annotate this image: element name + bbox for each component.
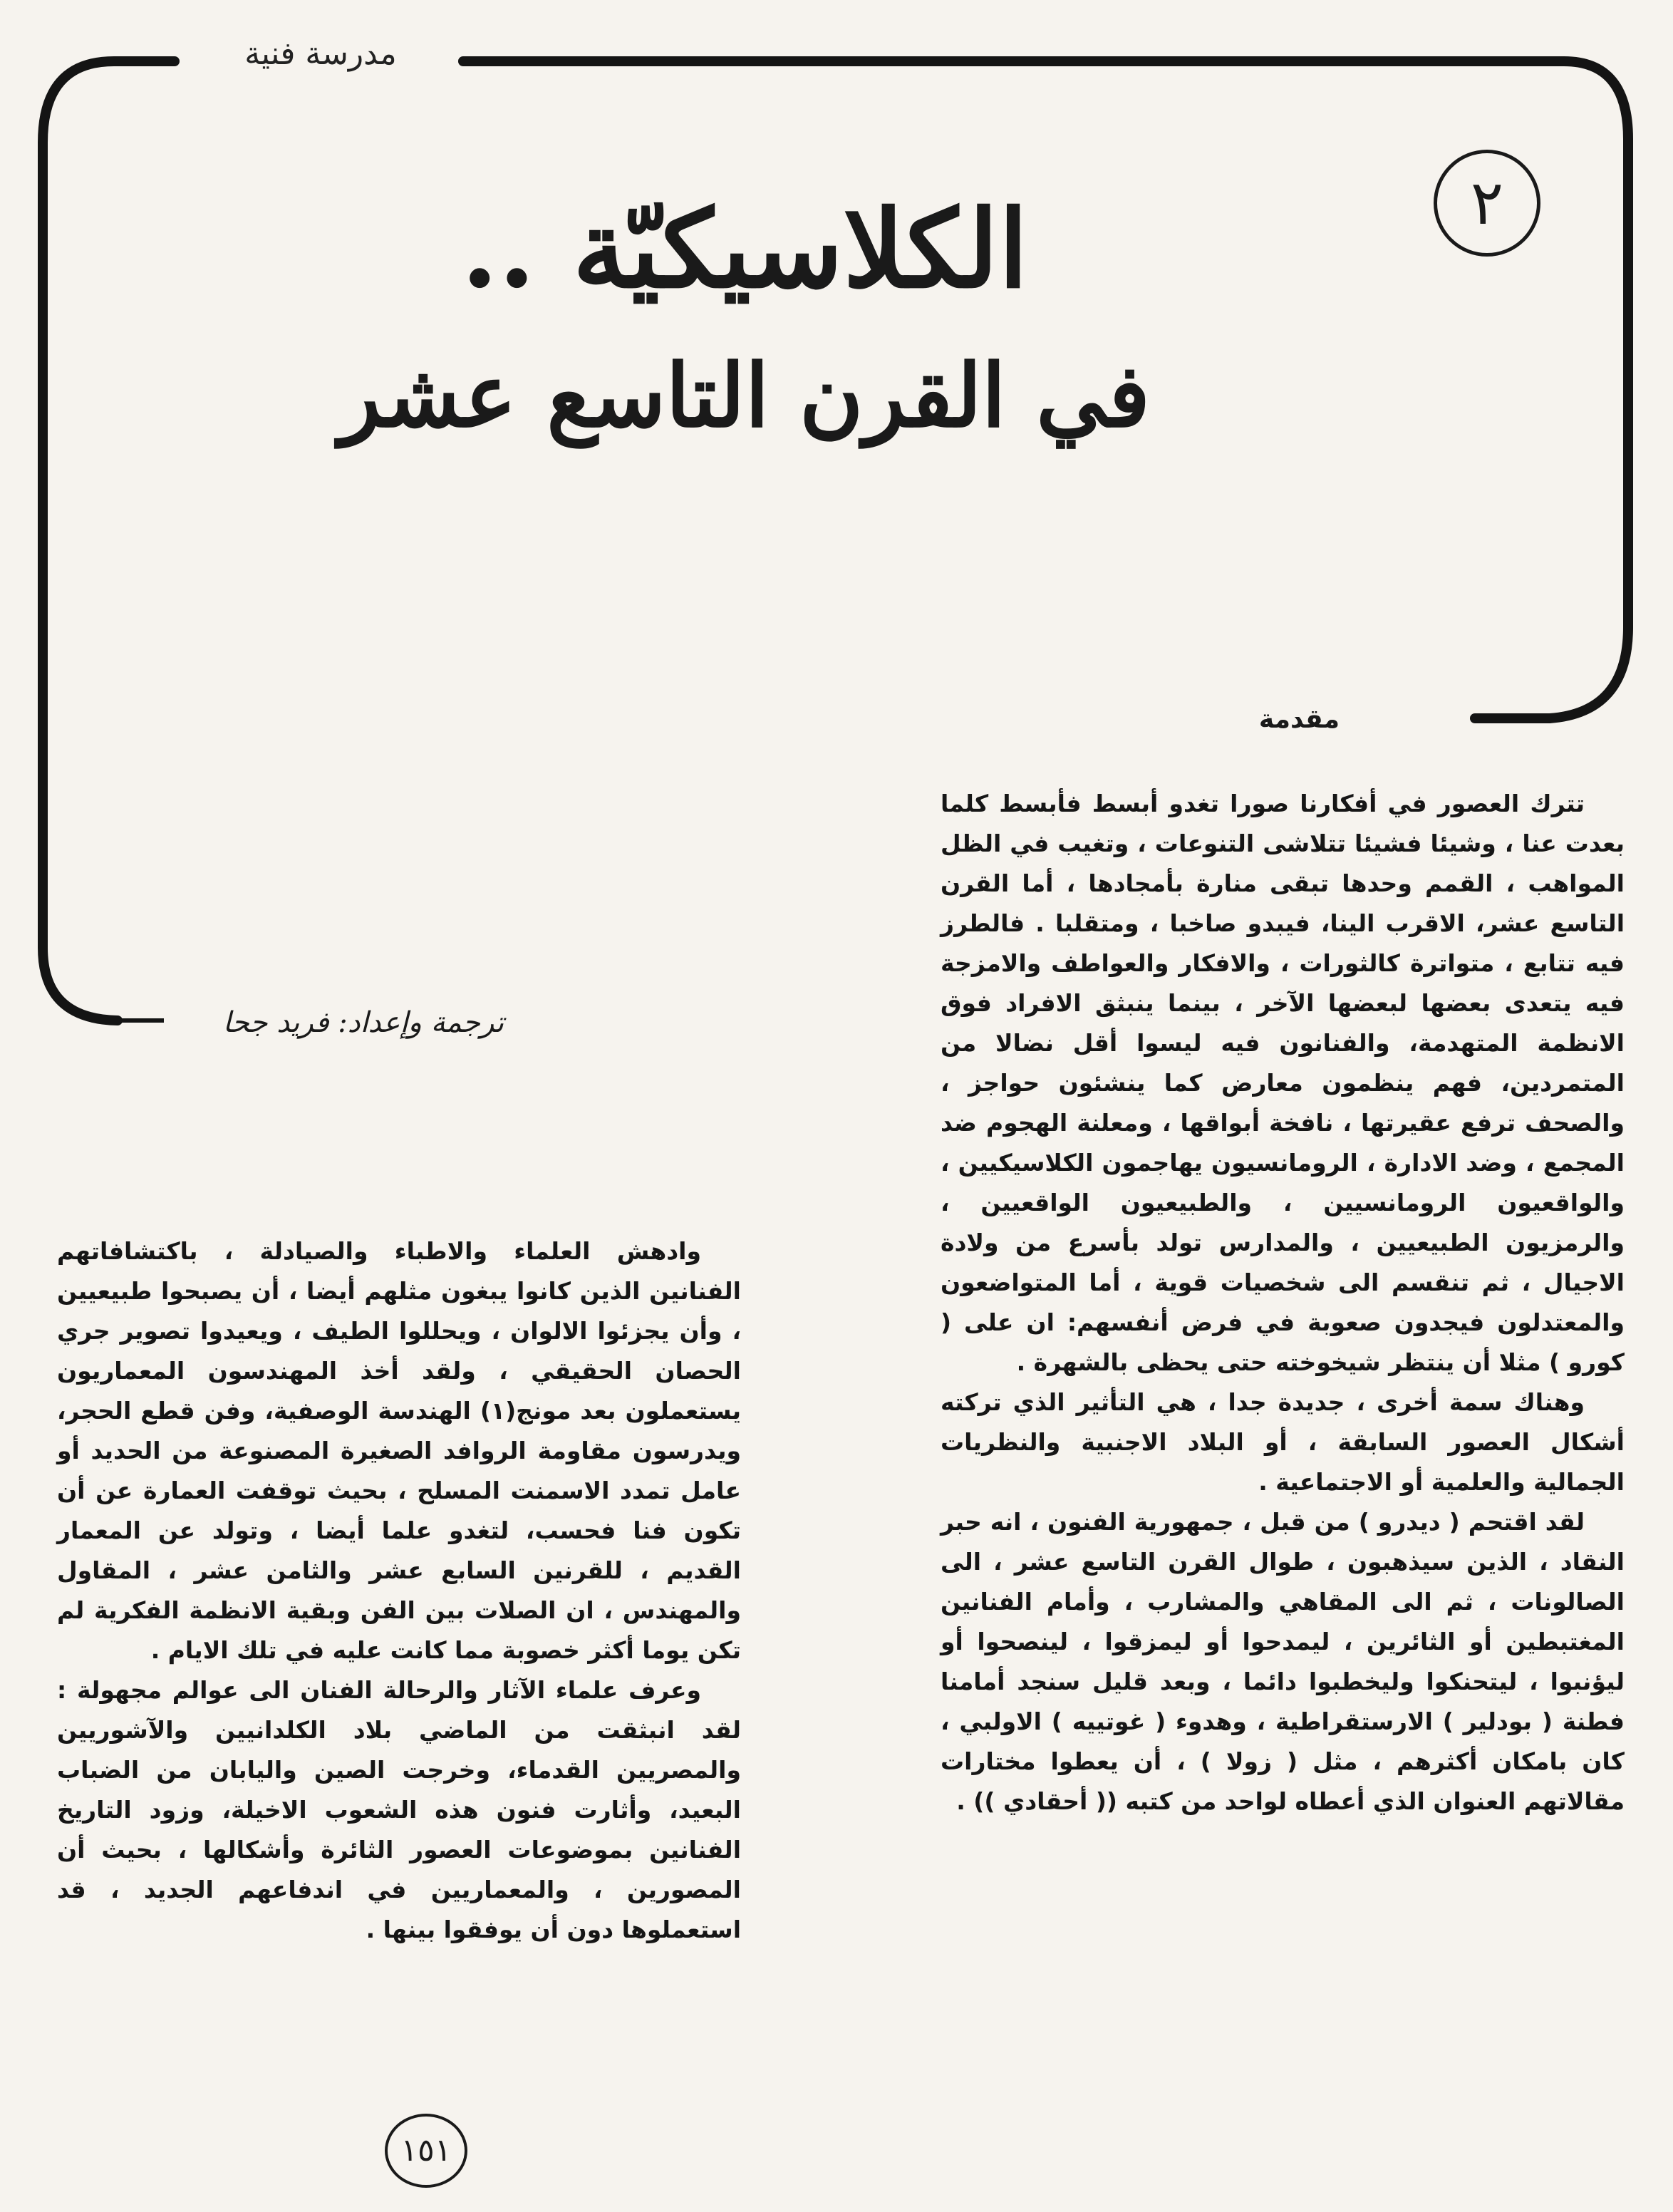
- frame-bracket-path: [43, 61, 175, 1020]
- byline: ترجمة وإعداد: فريد جحا: [164, 1001, 563, 1044]
- intro-heading: مقدمة: [1258, 705, 1340, 734]
- right-column: [941, 784, 1625, 1821]
- page-number-badge: [385, 2114, 467, 2188]
- paragraph: تترك العصور في أفكارنا صورا تغدو أبسط فأبسط كلما بعدت عنا ، وشيئا فشيئا تتلاشى التنوعات ، وتغيب في الظل المواهب ، القمم وحدها تبقى منارة بأمجادها ، أما القرن التاسع عشر، الاقرب الينا، فيبدو صاخبا ، ومتقلبا . فالطرز فيه تتابع ، متواترة كالثورات ، والافكار والعواطف والامزجة فيه يتعدى بعضها لبعضها الآخر ، بينما ينبثق الافراد فوق الانظمة المتهدمة، والفنانون فيه ليسوا أقل نضالا من المتمردين، فهم ينظمون معارض كما ينشئون حواجز ، والصحف ترفع عقيرتها ، نافخة أبواقها ، ومعلنة الهجوم ضد المجمع ، وضد الادارة ، الرومانسيون يهاجمون الكلاسيكيين ، والواقعيون الرومانسيين ، والطبيعيون الواقعيين ، والرمزيون الطبيعيين ، والمدارس تولد بأسرع من ولادة الاجيال ، ثم تنقسم الى شخصيات قوية ، أما المتواضعون والمعتدلون فيجدون صعوبة في فرض أنفسهم: ان على ( كورو ) مثلا أن ينتظر شيخوخته حتى يحظى بالشهرة .: [941, 790, 1625, 1376]
- left-column: [57, 1231, 741, 1950]
- paragraph: وعرف علماء الآثار والرحالة الفنان الى عوالم مجهولة : لقد انبثقت من الماضي بلاد الكلدانيين والآشوريين والمصريين القدماء، وخرجت الصين واليابان من الضباب البعيد، وأثارت فنون هذه الشعوب الاخيلة، وزود التاريخ الفنانين بموضوعات العصور الثائرة وأشكالها ، بحيث أن المصورين ، والمعماريين في اندفاعهم الجديد ، قد استعملوها دون أن يوفقوا بينها .: [57, 1676, 741, 1943]
- paragraph: وادهش العلماء والاطباء والصيادلة ، باكتشافاتهم الفنانين الذين كانوا يبغون مثلهم أيضا ، أن يصبحوا طبيعيين ، وأن يجزئوا الالوان ، ويحللوا الطيف ، ويعيدوا تصوير جري الحصان الحقيقي ، ولقد أخذ المهندسون المعماريون يستعملون بعد مونج(١) الهندسة الوصفية، وفن قطع الحجر، ويدرسون مقاومة الروافد الصغيرة المصنوعة من الحديد أو عامل تمدد الاسمنت المسلح ، بحيث توقفت العمارة عن أن تكون فنا فحسب، لتغدو علما أيضا ، وتولد عن المعمار القديم ، للقرنين السابع عشر والثامن عشر ، المقاول والمهندس ، ان الصلات بين الفن وبقية الانظمة الفكرية لم تكن يوما أكثر خصوبة مما كانت عليه في تلك الايام .: [57, 1237, 741, 1664]
- article-title: الكلاسيكيّة ..: [461, 187, 1028, 312]
- section-label: مدرسة فنية: [185, 33, 456, 76]
- paragraph: وهناك سمة أخرى ، جديدة جدا ، هي التأثير الذي تركته أشكال العصور السابقة ، أو البلاد الاجنبية والنظريات الجمالية والعلمية أو الاجتماعية .: [941, 1388, 1625, 1496]
- frame-bottom-hook: [1475, 627, 1628, 718]
- issue-number: ٢: [1470, 167, 1504, 239]
- paragraph: لقد اقتحم ( ديدرو ) من قبل ، جمهورية الفنون ، انه حبر النقاد ، الذين سيذهبون ، طوال القرن التاسع عشر ، الى الصالونات ، ثم الى المقاهي والمشارب ، وأمام الفنانين المغتبطين أو الثائرين ، ليمدحوا أو ليمزقوا ، لينصحوا أو ليؤنبوا ، ليتحنكوا وليخطبوا دائما ، وبعد قليل سنجد أمامنا فطنة ( بودلير ) الارستقراطية ، وهدوء ( غوتييه ) الاولبي ، كان بامكان أكثرهم ، مثل ( زولا ) ، أن يعطوا مختارات مقالاتهم العنوان الذي أعطاه لواحد من كتبه (( أحقادي )) .: [941, 1508, 1625, 1815]
- page-number: ١٥١: [400, 2132, 452, 2169]
- article-subtitle: في القرن التاسع عشر: [338, 344, 1151, 447]
- issue-number-badge: [1434, 150, 1540, 257]
